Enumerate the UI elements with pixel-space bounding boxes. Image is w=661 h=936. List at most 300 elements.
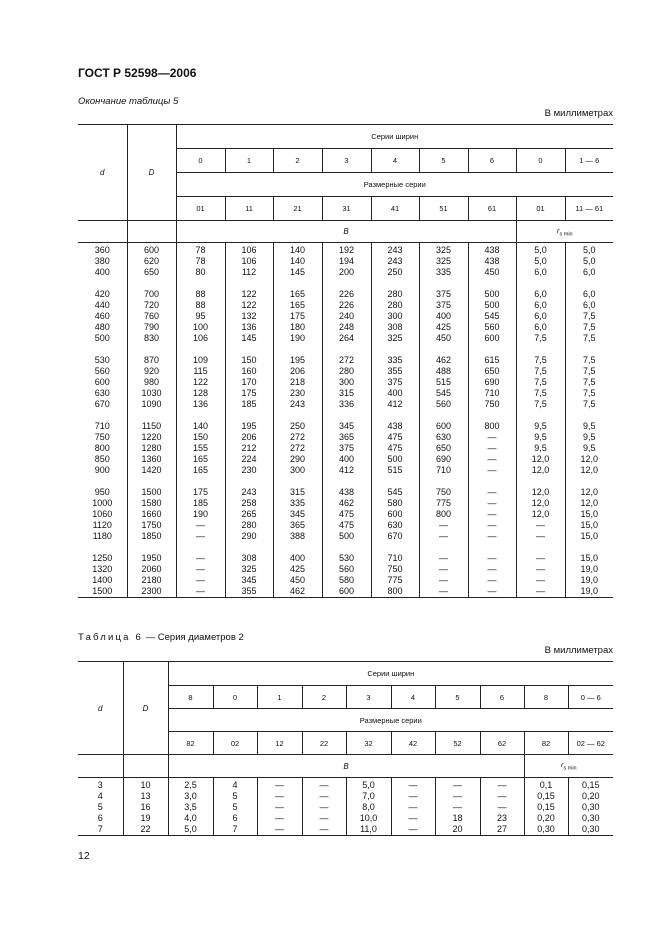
size-value: 42 — [391, 732, 435, 755]
table-cell: 475 — [371, 443, 419, 454]
table-row — [78, 564, 613, 575]
table-cell: — — [468, 465, 516, 476]
table-cell: 1950 — [127, 553, 176, 564]
table-cell: 5,0 — [346, 778, 391, 792]
table-cell: 1250 — [78, 553, 127, 564]
table-cell: 20 — [435, 824, 480, 836]
width-value: 6 — [468, 149, 516, 173]
table-cell: 360 — [78, 243, 127, 257]
table-cell: 1580 — [127, 498, 176, 509]
width-value: 5 — [435, 686, 480, 709]
table-cell: 243 — [371, 256, 419, 267]
table-cell: 420 — [78, 289, 127, 300]
table-cell: 280 — [371, 300, 419, 311]
table-cell: 475 — [371, 432, 419, 443]
table-cell: 280 — [371, 289, 419, 300]
table-cell: — — [176, 586, 225, 598]
table-cell: 500 — [468, 300, 516, 311]
table-cell: 1030 — [127, 388, 176, 399]
table-cell: 560 — [468, 322, 516, 333]
table-cell: — — [468, 564, 516, 575]
table-row — [78, 553, 613, 564]
table-cell: 112 — [225, 267, 273, 278]
table-cell: 1360 — [127, 454, 176, 465]
table-row — [78, 802, 613, 813]
size-value: 82 — [168, 732, 213, 755]
width-value: 8 — [524, 686, 568, 709]
table-cell: 243 — [225, 487, 273, 498]
header-width-series: Серии ширин — [176, 125, 613, 149]
table-cell: 462 — [273, 586, 322, 598]
table-cell: 480 — [78, 322, 127, 333]
width-value: 1 — 6 — [565, 149, 613, 173]
table-cell: 132 — [225, 311, 273, 322]
table-cell: 720 — [127, 300, 176, 311]
table-cell: 365 — [273, 520, 322, 531]
table-cell: 600 — [468, 333, 516, 344]
table-cell: 438 — [322, 487, 371, 498]
spacer-cell — [176, 344, 225, 355]
table-cell: 12,0 — [565, 498, 613, 509]
table-cell: 775 — [419, 498, 468, 509]
table-cell: 400 — [322, 454, 371, 465]
spacer-cell — [273, 476, 322, 487]
table-cell: 194 — [322, 256, 371, 267]
table-cell: 710 — [371, 553, 419, 564]
table-cell: 700 — [127, 289, 176, 300]
spacer-cell — [225, 542, 273, 553]
width-value: 0 — 6 — [568, 686, 613, 709]
table-cell: 650 — [468, 366, 516, 377]
table-row — [78, 432, 613, 443]
table-cell: 192 — [322, 243, 371, 257]
table-cell: — — [516, 586, 565, 598]
table-cell: 272 — [322, 355, 371, 366]
table-cell: 0,30 — [568, 824, 613, 836]
spacer-cell — [322, 476, 371, 487]
table-cell: 300 — [273, 465, 322, 476]
table-cell: — — [435, 802, 480, 813]
header-d: d — [78, 662, 123, 755]
table-cell: 12,0 — [516, 465, 565, 476]
table-cell: 1500 — [127, 487, 176, 498]
table-cell: 248 — [322, 322, 371, 333]
table-cell: 280 — [322, 366, 371, 377]
table-cell: 6,0 — [516, 289, 565, 300]
table-cell: 1500 — [78, 586, 127, 598]
table-cell: 2180 — [127, 575, 176, 586]
table-cell: 365 — [322, 432, 371, 443]
header-d: d — [78, 125, 127, 221]
width-value: 0 — [213, 686, 257, 709]
table-cell: 195 — [225, 421, 273, 432]
table-cell: — — [480, 791, 524, 802]
table-row — [78, 300, 613, 311]
table-cell: 0,20 — [524, 813, 568, 824]
table-cell: — — [516, 575, 565, 586]
header-B: B — [168, 755, 524, 778]
table-row — [78, 824, 613, 836]
table-cell: 0,30 — [568, 813, 613, 824]
table-cell: — — [468, 575, 516, 586]
size-value: 11 — [225, 197, 273, 221]
spacer-cell — [78, 476, 127, 487]
size-value: 12 — [257, 732, 302, 755]
row-spacer — [78, 278, 613, 289]
header-width-series: Серии ширин — [168, 662, 613, 686]
table-cell: 95 — [176, 311, 225, 322]
table-cell: 300 — [322, 377, 371, 388]
table-cell: 980 — [127, 377, 176, 388]
table-cell: 180 — [273, 322, 322, 333]
table-cell: 136 — [225, 322, 273, 333]
table-cell: 750 — [371, 564, 419, 575]
table-cell: 315 — [273, 487, 322, 498]
table-cell: — — [302, 813, 346, 824]
table-cell: — — [302, 778, 346, 792]
table-cell: — — [176, 575, 225, 586]
size-value: 01 — [176, 197, 225, 221]
table6-units: В миллиметрах — [544, 645, 613, 656]
table-cell: 1750 — [127, 520, 176, 531]
table-cell: 530 — [322, 553, 371, 564]
table-cell: 615 — [468, 355, 516, 366]
table-cell: 122 — [176, 377, 225, 388]
table-row — [78, 267, 613, 278]
spacer-cell — [322, 410, 371, 421]
table-cell: 580 — [371, 498, 419, 509]
table-cell: 900 — [78, 465, 127, 476]
table-cell: 8,0 — [346, 802, 391, 813]
table-row — [78, 531, 613, 542]
spacer-cell — [516, 344, 565, 355]
table-row — [78, 487, 613, 498]
table-cell: 1420 — [127, 465, 176, 476]
header-D: D — [127, 125, 176, 221]
table-cell: 6 — [78, 813, 123, 824]
table-cell: — — [480, 802, 524, 813]
size-value: 02 — [213, 732, 257, 755]
table-cell: 800 — [371, 586, 419, 598]
table-row — [78, 498, 613, 509]
table-cell: 2300 — [127, 586, 176, 598]
table-cell: 345 — [225, 575, 273, 586]
table-cell: 650 — [419, 443, 468, 454]
table-cell: 500 — [78, 333, 127, 344]
table-cell: 250 — [273, 421, 322, 432]
table-cell: 12,0 — [565, 487, 613, 498]
table-cell: 19,0 — [565, 564, 613, 575]
table-cell: — — [176, 553, 225, 564]
table-cell: — — [516, 531, 565, 542]
size-value: 41 — [371, 197, 419, 221]
table-cell: 440 — [78, 300, 127, 311]
table-cell: 425 — [273, 564, 322, 575]
table-cell: 630 — [371, 520, 419, 531]
table-cell: 4,0 — [168, 813, 213, 824]
table-cell: 5,0 — [565, 243, 613, 257]
table-cell: 6,0 — [516, 311, 565, 322]
table-cell: 226 — [322, 289, 371, 300]
table-cell: 500 — [468, 289, 516, 300]
table-cell: 620 — [127, 256, 176, 267]
table-cell: 136 — [176, 399, 225, 410]
table-cell: 13 — [123, 791, 168, 802]
table-cell: 264 — [322, 333, 371, 344]
table-row — [78, 454, 613, 465]
table-cell: 9,5 — [516, 443, 565, 454]
table-cell: 325 — [225, 564, 273, 575]
table-cell: 106 — [176, 333, 225, 344]
table-cell: 400 — [273, 553, 322, 564]
width-value: 2 — [302, 686, 346, 709]
spacer-cell — [565, 410, 613, 421]
table-cell: 145 — [273, 267, 322, 278]
table-cell: 175 — [225, 388, 273, 399]
table-cell: 388 — [273, 531, 322, 542]
table-cell: 7,5 — [516, 333, 565, 344]
table5 — [78, 124, 613, 598]
table-cell: 7,5 — [565, 377, 613, 388]
table-cell: 308 — [371, 322, 419, 333]
header-r-min: $r_{s min}$ — [516, 221, 613, 243]
table-row — [78, 813, 613, 824]
table6-caption: Таблица 6 — Серия диаметров 2 — [78, 632, 244, 643]
table-cell: 19 — [123, 813, 168, 824]
table-cell: 670 — [371, 531, 419, 542]
spacer-cell — [468, 542, 516, 553]
table-cell: 5 — [213, 791, 257, 802]
table-cell: 345 — [273, 509, 322, 520]
table-cell: 670 — [78, 399, 127, 410]
table-cell: — — [391, 824, 435, 836]
table-cell: 710 — [78, 421, 127, 432]
table-cell: 145 — [225, 333, 273, 344]
table-cell: 190 — [273, 333, 322, 344]
table-cell: 12,0 — [516, 498, 565, 509]
table-cell: 412 — [322, 465, 371, 476]
table-cell: 6,0 — [516, 267, 565, 278]
table-cell: 5,0 — [516, 243, 565, 257]
table5-body — [78, 243, 613, 598]
table-cell: 3,0 — [168, 791, 213, 802]
table-cell: 530 — [78, 355, 127, 366]
table-row — [78, 399, 613, 410]
table-cell: 7,5 — [565, 388, 613, 399]
table-cell: 412 — [371, 399, 419, 410]
table-cell: 750 — [78, 432, 127, 443]
table-cell: 206 — [225, 432, 273, 443]
width-value: 3 — [322, 149, 371, 173]
table-cell: — — [391, 791, 435, 802]
size-value: 31 — [322, 197, 371, 221]
spacer-cell — [322, 542, 371, 553]
table-cell: 7 — [213, 824, 257, 836]
table-cell: 6,0 — [565, 289, 613, 300]
table-cell: 80 — [176, 267, 225, 278]
table-cell: 1660 — [127, 509, 176, 520]
table-cell: 850 — [78, 454, 127, 465]
table-cell: 150 — [176, 432, 225, 443]
table-cell: 3,5 — [168, 802, 213, 813]
table-cell: — — [468, 487, 516, 498]
table-cell: 6,0 — [565, 267, 613, 278]
spacer-cell — [78, 344, 127, 355]
table-cell: 400 — [371, 388, 419, 399]
table-cell: 243 — [371, 243, 419, 257]
table-cell: 7,5 — [565, 399, 613, 410]
table-row — [78, 243, 613, 257]
table-cell: — — [391, 802, 435, 813]
table5-units: В миллиметрах — [544, 108, 613, 119]
table-cell: 200 — [322, 267, 371, 278]
table-cell: 206 — [273, 366, 322, 377]
spacer-cell — [371, 278, 419, 289]
table-cell: 230 — [225, 465, 273, 476]
row-spacer — [78, 476, 613, 487]
table6 — [78, 661, 613, 836]
table-cell: 140 — [176, 421, 225, 432]
table-cell: — — [419, 520, 468, 531]
table-cell: 175 — [176, 487, 225, 498]
table-cell: — — [468, 509, 516, 520]
table-cell: 100 — [176, 322, 225, 333]
table-cell: 218 — [273, 377, 322, 388]
header-D-spacer — [123, 755, 168, 778]
spacer-cell — [371, 410, 419, 421]
spacer-cell — [419, 344, 468, 355]
spacer-cell — [273, 278, 322, 289]
table-cell: 1850 — [127, 531, 176, 542]
table-cell: 460 — [78, 311, 127, 322]
table-cell: 425 — [419, 322, 468, 333]
table-row — [78, 377, 613, 388]
table-cell: 600 — [371, 509, 419, 520]
table-cell: 345 — [322, 421, 371, 432]
spacer-cell — [127, 476, 176, 487]
table-cell: 7,0 — [346, 791, 391, 802]
table-cell: 400 — [78, 267, 127, 278]
table-row — [78, 520, 613, 531]
width-value: 2 — [273, 149, 322, 173]
table-cell: 515 — [419, 377, 468, 388]
table-cell: 600 — [127, 243, 176, 257]
spacer-cell — [127, 278, 176, 289]
row-spacer — [78, 344, 613, 355]
table-cell: 800 — [468, 421, 516, 432]
table-row — [78, 333, 613, 344]
table-row — [78, 586, 613, 598]
table-row — [78, 289, 613, 300]
table-cell: 355 — [225, 586, 273, 598]
table-cell: 109 — [176, 355, 225, 366]
table-cell: 750 — [419, 487, 468, 498]
table-cell: 9,5 — [516, 421, 565, 432]
width-value: 1 — [225, 149, 273, 173]
table-cell: 1280 — [127, 443, 176, 454]
table-row — [78, 388, 613, 399]
table-cell: 5,0 — [516, 256, 565, 267]
table-cell: 1150 — [127, 421, 176, 432]
table-cell: 175 — [273, 311, 322, 322]
table-cell: — — [257, 813, 302, 824]
table-cell: 7,5 — [516, 366, 565, 377]
size-value: 21 — [273, 197, 322, 221]
table-cell: 600 — [419, 421, 468, 432]
table-cell: 15,0 — [565, 553, 613, 564]
table-cell: 7,5 — [516, 399, 565, 410]
table-row — [78, 465, 613, 476]
table-cell: — — [257, 802, 302, 813]
header-D-spacer — [127, 221, 176, 243]
table-cell: 185 — [225, 399, 273, 410]
size-value: 61 — [468, 197, 516, 221]
table-row — [78, 322, 613, 333]
table-cell: 450 — [468, 267, 516, 278]
table-cell: 545 — [468, 311, 516, 322]
width-value: 4 — [371, 149, 419, 173]
table-cell: 462 — [419, 355, 468, 366]
size-value: 02 — 62 — [568, 732, 613, 755]
table-cell: 106 — [225, 243, 273, 257]
table-cell: 140 — [273, 243, 322, 257]
spacer-cell — [516, 476, 565, 487]
size-value: 52 — [435, 732, 480, 755]
table-cell: 315 — [322, 388, 371, 399]
table-cell: — — [468, 531, 516, 542]
table-cell: 630 — [419, 432, 468, 443]
table-cell: 9,5 — [565, 432, 613, 443]
table-cell: 15,0 — [565, 531, 613, 542]
spacer-cell — [322, 344, 371, 355]
table-cell: 450 — [273, 575, 322, 586]
width-value: 0 — [516, 149, 565, 173]
header-d-spacer — [78, 755, 123, 778]
table-cell: 1320 — [78, 564, 127, 575]
table-cell: — — [419, 564, 468, 575]
spacer-cell — [225, 344, 273, 355]
table-cell: 165 — [176, 465, 225, 476]
table-cell: 115 — [176, 366, 225, 377]
table-cell: — — [468, 454, 516, 465]
table-cell: — — [516, 564, 565, 575]
spacer-cell — [176, 410, 225, 421]
table-cell: 400 — [419, 311, 468, 322]
table-cell: 1000 — [78, 498, 127, 509]
table-cell: 78 — [176, 243, 225, 257]
table-cell: 690 — [419, 454, 468, 465]
table-cell: — — [302, 791, 346, 802]
size-value: 22 — [302, 732, 346, 755]
table-cell: 265 — [225, 509, 273, 520]
table-cell: 1180 — [78, 531, 127, 542]
table-cell: — — [516, 520, 565, 531]
table-cell: 5,0 — [565, 256, 613, 267]
table-row — [78, 366, 613, 377]
table-cell: 195 — [273, 355, 322, 366]
table-cell: 630 — [78, 388, 127, 399]
table-cell: 560 — [322, 564, 371, 575]
table-cell: 7,5 — [565, 322, 613, 333]
table-cell: 10 — [123, 778, 168, 792]
table-row — [78, 311, 613, 322]
table-cell: 1120 — [78, 520, 127, 531]
table-cell: 462 — [322, 498, 371, 509]
table-cell: — — [176, 531, 225, 542]
table-cell: 438 — [371, 421, 419, 432]
table-cell: 122 — [225, 300, 273, 311]
table-cell: 920 — [127, 366, 176, 377]
